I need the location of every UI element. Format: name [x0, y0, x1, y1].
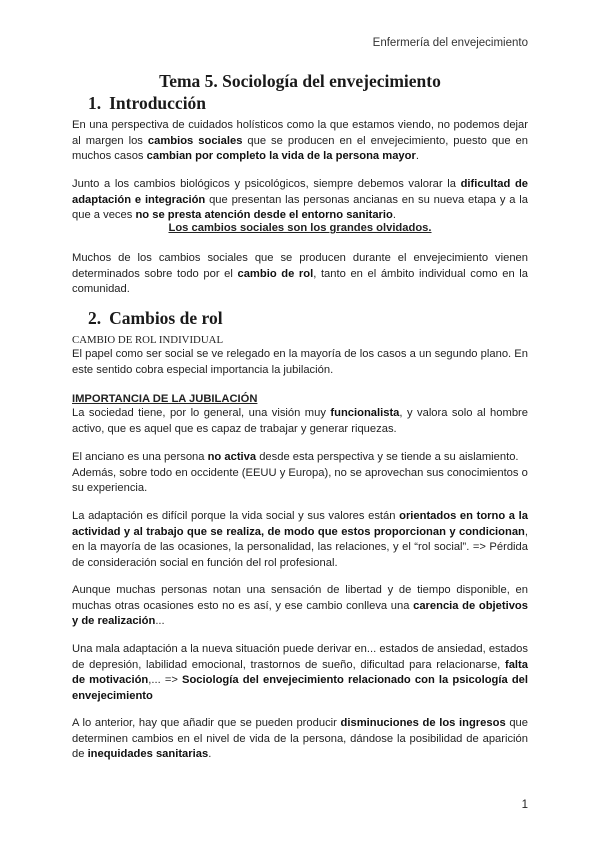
text-run: La adaptación es difícil porque la vida social y sus valores están	[72, 510, 400, 522]
text-run: Muchos de los cambios sociales que se producen durante el envejecimiento vienen determinados sobre todo por el	[72, 252, 528, 280]
highlight-statement: Los cambios sociales son los grandes olvidados.	[168, 222, 432, 234]
role-paragraph-5	[72, 583, 528, 630]
text-run: que determinen cambios en el nivel de vida de la persona, dándose la posibilidad de aparición de	[72, 717, 528, 760]
text-run: .	[415, 150, 419, 162]
document-title: Tema 5. Sociología del envejecimiento	[159, 71, 441, 91]
text-run-bold: Sociología del envejecimiento relacionado con la psicología del envejecimiento	[72, 674, 528, 702]
role-paragraph-2	[72, 406, 528, 437]
intro-paragraph-3	[72, 251, 528, 298]
text-run-bold: disminuciones de los ingresos	[340, 717, 506, 729]
text-run-bold: orientados en torno a la actividad y al trabajo que se realiza, de modo que estos proporcionan y condicionan	[72, 510, 528, 538]
subheading-individual-role: CAMBIO DE ROL INDIVIDUAL	[72, 334, 224, 346]
subheading-retirement: IMPORTANCIA DE LA JUBILACIÓN	[72, 393, 258, 405]
text-run: , y valora solo al hombre activo, que es aquel que es capaz de trabajar y generar riquezas.	[72, 407, 528, 435]
text-run: ...	[155, 615, 165, 627]
section-2-title: Cambios de rol	[109, 308, 223, 328]
text-run: , en la mayoría de las ocasiones, la personalidad, las relaciones, y el “rol social”. => Pérdida de consideración social en función del rol profesional.	[72, 525, 528, 569]
text-run: .	[392, 209, 396, 221]
text-run: que se producen en el envejecimiento, puesto que en muchos casos	[72, 134, 528, 162]
text-run-bold: carencia de objetivos y de realización	[72, 599, 528, 627]
text-run: Aunque muchas personas notan una sensación de libertad y de tiempo disponible, en muchas otras ocasiones esto no es así, y ese cambio conlleva una	[72, 584, 528, 612]
role-paragraph-7	[72, 716, 528, 763]
section-1-number: 1.	[88, 93, 102, 113]
section-1-title: Introducción	[109, 93, 207, 113]
text-run-bold: funcionalista	[330, 407, 400, 419]
intro-paragraph-2	[72, 177, 528, 224]
text-run-bold: no se presta atención desde el entorno sanitario	[135, 209, 393, 221]
role-paragraph-6	[72, 642, 528, 704]
page-number: 1	[521, 799, 528, 811]
text-run-bold: dificultad de adaptación e integración	[72, 178, 528, 206]
intro-paragraph-1	[72, 118, 528, 165]
text-run: Una mala adaptación a la nueva situación puede derivar en... estados de ansiedad, estados de depresión, labilidad emocional, trastornos de sueño, dificultad para relacionarse,	[72, 643, 528, 671]
text-run: En una perspectiva de cuidados holísticos como la que estamos viendo, no podemos dejar al margen los	[72, 119, 528, 147]
text-run-bold: cambio de rol	[237, 267, 314, 280]
section-2-number: 2.	[88, 308, 102, 328]
text-run-bold: cambian por completo la vida de la persona mayor	[146, 150, 416, 162]
section-1-heading	[88, 93, 207, 113]
text-run: desde esta perspectiva y se tiende a su aislamiento. Además, sobre todo en occidente (EEUU y Europa), no se aprovechan sus conocimientos o su experiencia.	[72, 451, 528, 494]
running-header: Enfermería del envejecimiento	[372, 37, 528, 49]
text-run: Junto a los cambios biológicos y psicológicos, siempre debemos valorar la	[72, 178, 461, 190]
role-paragraph-4	[72, 509, 528, 571]
text-run: A lo anterior, hay que añadir que se pueden producir	[72, 717, 341, 729]
text-run-bold: cambios sociales	[147, 134, 243, 147]
text-run: El anciano es una persona	[72, 451, 208, 463]
text-run: ,... =>	[148, 674, 183, 686]
text-run: La sociedad tiene, por lo general, una visión muy	[72, 407, 331, 419]
text-run: .	[208, 748, 212, 760]
role-paragraph-1: El papel como ser social se ve relegado en la mayoría de los casos a un segundo plano. En este sentido cobra especial importancia la jubilación.	[72, 348, 528, 376]
text-run-bold: no activa	[207, 451, 257, 463]
text-run: que presentan las personas ancianas en su nueva etapa y a la que a veces	[72, 193, 529, 221]
text-run-bold: falta de motivación	[72, 658, 528, 686]
role-paragraph-3	[72, 450, 528, 497]
section-2-heading	[88, 308, 223, 328]
text-run: , tanto en el ámbito individual como en la comunidad.	[72, 267, 528, 295]
text-run-bold: inequidades sanitarias	[87, 748, 209, 760]
